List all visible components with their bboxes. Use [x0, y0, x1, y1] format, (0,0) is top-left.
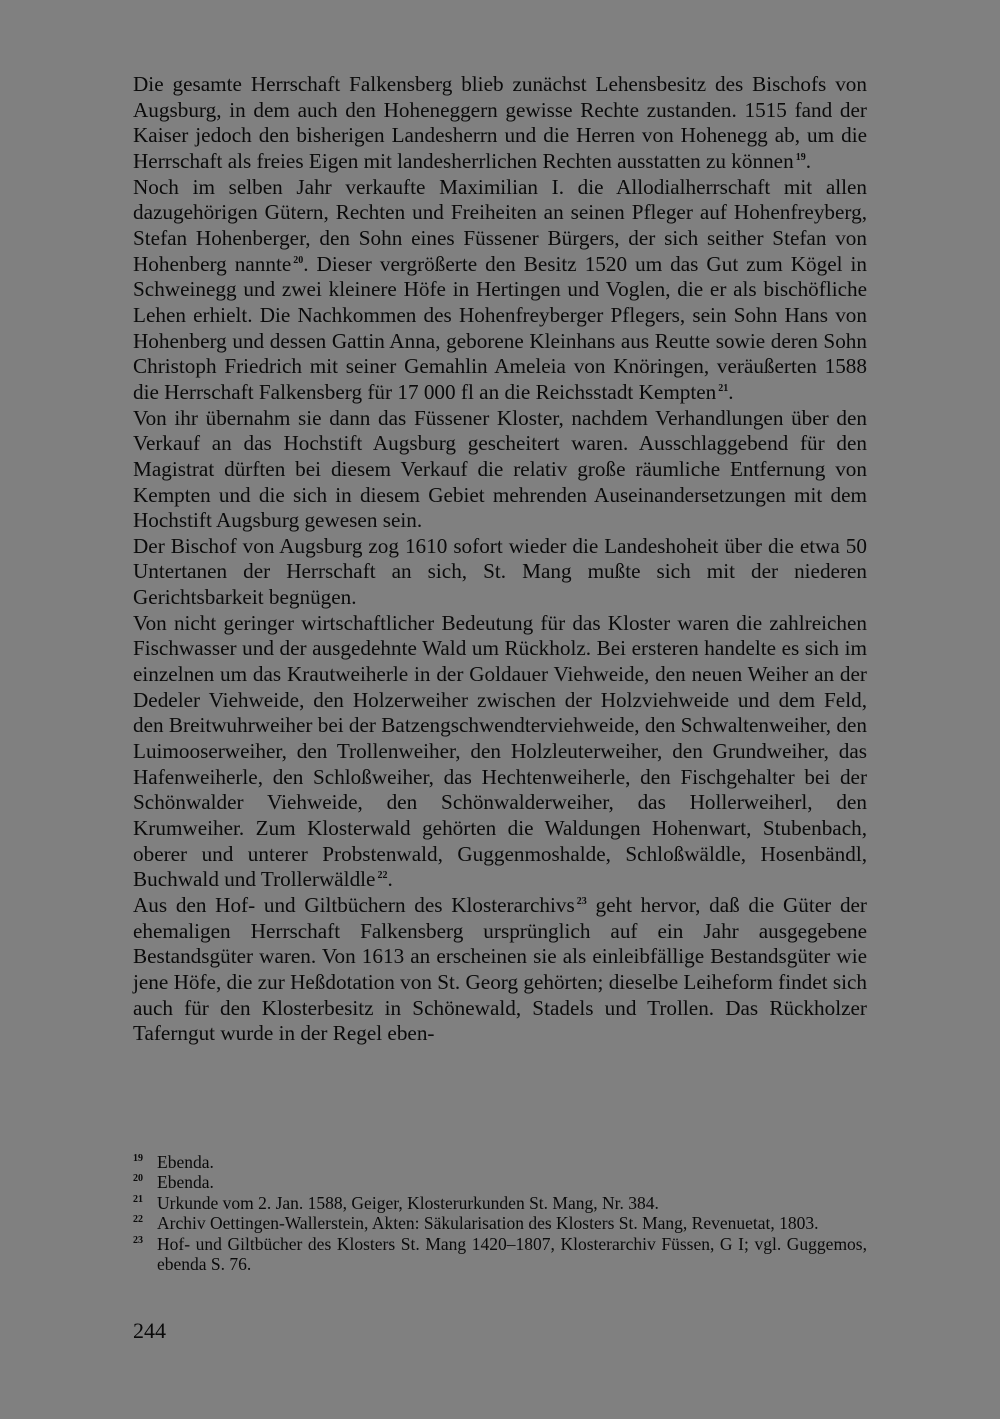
footnote-number: 20	[133, 1173, 143, 1185]
paragraph	[133, 893, 867, 1047]
footnote-number: 22	[133, 1214, 143, 1226]
paragraph-text: geht hervor, daß die Güter der ehemaligen Herrschaft Falkensberg ursprünglich auf ein Jahr ausgegebene Bestandsgüter waren. Von 1613 an erscheinen sie als einleibfällige Bestandsgüter wie jene Höfe, die zur Heßdotation von St. Georg gehörten; dieselbe Leiheform findet sich auch für den Klosterbesitz in Schönewald, Stadels und Trollen. Das Rückholzer Taferngut wurde in der Regel eben-	[133, 893, 867, 1046]
footnotes	[133, 1152, 867, 1274]
footnote	[133, 1172, 867, 1192]
paragraph-text: .	[728, 379, 734, 404]
footnote-text: Ebenda.	[157, 1172, 214, 1193]
footnote	[133, 1152, 867, 1172]
paragraph-text: Noch im selben Jahr verkaufte Maximilian I. die Allodialherrschaft mit allen dazugehörigen Gütern, Rechten und Freiheiten an seinen Pfleger auf Hohenfreyberg, Stefan Hohenberger, den Sohn eines Füssener Bürgers, der sich seither Stefan von Hohenberg nannte	[133, 174, 867, 276]
paragraph	[133, 72, 867, 175]
footnote-text: Hof- und Giltbücher des Klosters St. Mang 1420–1807, Klosterarchiv Füssen, G I; vgl. Guggemos, ebenda S. 76.	[157, 1233, 867, 1275]
footnote-number: 23	[133, 1234, 143, 1246]
footnote-ref: 19	[795, 151, 806, 163]
footnote-ref: 22	[377, 870, 388, 882]
footnote-ref: 21	[718, 382, 729, 394]
page-number: 244	[133, 1318, 166, 1343]
paragraph-text: Die gesamte Herrschaft Falkensberg blieb zunächst Lehensbesitz des Bischofs von Augsburg, in dem auch den Hoheneggern gewisse Rechte zustanden. 1515 fand der Kaiser jedoch den bisherigen Landesherrn und die Herren von Hohenegg ab, um die Herrschaft als freies Eigen mit landesherrlichen Rechten ausstatten zu können	[133, 72, 867, 173]
paragraph-text: Der Bischof von Augsburg zog 1610 sofort wieder die Landeshoheit über die etwa 50 Untertanen der Herrschaft an sich, St. Mang mußte sich mit der niederen Gerichtsbarkeit begnügen.	[133, 533, 867, 610]
footnote-text: Archiv Oettingen-Wallerstein, Akten: Säkularisation des Klosters St. Mang, Revenuetat, 1803.	[157, 1213, 819, 1234]
paragraph-text: .	[387, 867, 393, 892]
paragraph-text: .	[805, 148, 811, 173]
footnote-number: 19	[133, 1153, 143, 1164]
paragraph-text: Von nicht geringer wirtschaftlicher Bedeutung für das Kloster waren die zahlreichen Fischwasser und der ausgedehnte Wald um Rückholz. Bei ersteren handelte es sich im einzelnen um das Krautweiherle in der Goldauer Viehweide, den neuen Weiher an der Dedeler Viehweide, den Holzerweiher zwischen der Holzviehweide und dem Feld, den Breitwuhrweiher bei der Batzengschwendterviehweide, den Schwaltenweiher, den Luimooserweiher, den Trollenweiher, den Holzleuterweiher, den Grundweiher, das Hafenweiherle, den Schloßweiher, das Hechtenweiherle, den Fischgehalter bei der Schönwalder Viehweide, den Schönwalderweiher, das Hollerweiherl, den Krumweiher. Zum Klosterwald gehörten die Waldungen Hohenwart, Stubenbach, oberer und unterer Probstenwald, Guggenmoshalde, Schloßwäldle, Hosenbändl, Buchwald und Trollerwäldle	[133, 610, 867, 892]
footnote-ref: 20	[293, 254, 304, 266]
footnote-text: Urkunde vom 2. Jan. 1588, Geiger, Klosterurkunden St. Mang, Nr. 384.	[157, 1192, 659, 1213]
footnote	[133, 1213, 867, 1233]
paragraph	[133, 611, 867, 893]
main-text	[133, 72, 867, 1047]
paragraph	[133, 534, 867, 611]
footnote-ref: 23	[576, 896, 587, 907]
footnote	[133, 1234, 867, 1275]
paragraph-text: Von ihr übernahm sie dann das Füssener Kloster, nachdem Verhandlungen über den Verkauf an das Hochstift Augsburg gescheitert waren. Ausschlaggebend für den Magistrat dürften bei diesem Verkauf die relativ große räumliche Entfernung von Kempten und die sich in diesem Gebiet mehrenden Auseinandersetzungen mit dem Hochstift Augsburg gewesen sein.	[133, 405, 867, 533]
paragraph	[133, 175, 867, 406]
paragraph	[133, 406, 867, 534]
footnote	[133, 1193, 867, 1213]
footnote-text: Ebenda.	[157, 1152, 214, 1172]
paragraph-text: Aus den Hof- und Giltbüchern des Klosterarchivs	[133, 893, 575, 917]
paragraph-text: . Dieser vergrößerte den Besitz 1520 um das Gut zum Kögel in Schweinegg und zwei kleinere Höfe in Hertingen und Voglen, die er als bischöfliche Lehen erhielt. Die Nachkommen des Hohenfreyberger Pflegers, sein Sohn Hans von Hohenberg und dessen Gattin Anna, geborene Kleinhans aus Reutte sowie deren Sohn Christoph Friedrich mit seiner Gemahlin Ameleia von Knöringen, veräußerten 1588 die Herrschaft Falkensberg für 17 000 fl an die Reichsstadt Kempten	[133, 251, 867, 404]
footnote-number: 21	[133, 1193, 143, 1205]
